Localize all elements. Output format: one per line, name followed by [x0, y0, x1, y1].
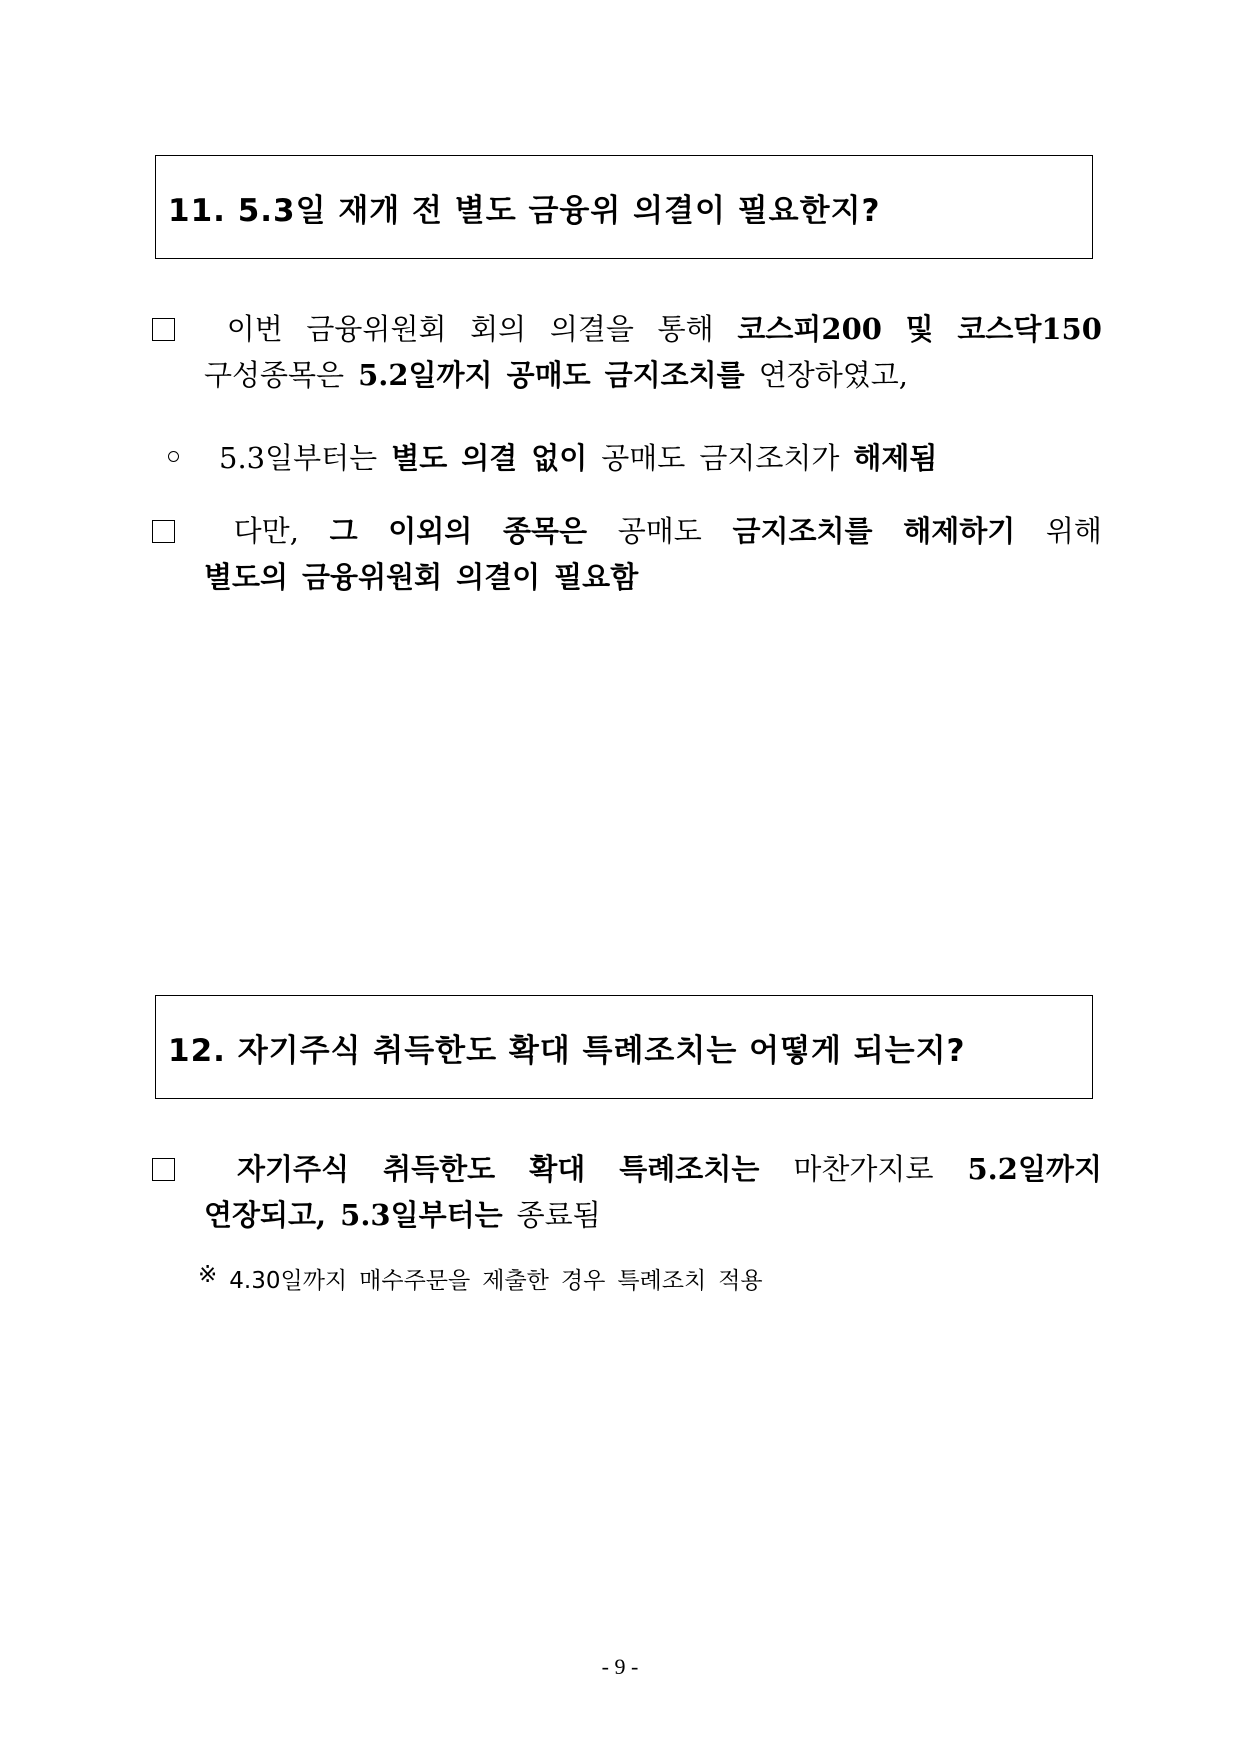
- word: 5.3일부터는: [340, 1198, 503, 1232]
- word: 코스피200: [737, 312, 882, 346]
- q12-note: [198, 1262, 763, 1295]
- word: 별도: [391, 441, 448, 475]
- question-12-box: [155, 995, 1093, 1099]
- word: 경우: [560, 1268, 606, 1294]
- word: 특례조치는: [619, 1152, 760, 1186]
- square-bullet-icon: [152, 520, 175, 543]
- word: 없이: [531, 441, 588, 475]
- word: 및: [905, 312, 934, 346]
- word: 필요함: [554, 560, 639, 594]
- question-11-title: 11. 5.3일 재개 전 별도 금융위 의결이 필요한지?: [168, 192, 881, 229]
- q11-paragraph-1: [152, 306, 1102, 398]
- question-11-box: [155, 155, 1093, 259]
- word: 별도의: [204, 560, 289, 594]
- word: 제출한: [482, 1268, 549, 1294]
- word: 종료됨: [516, 1198, 601, 1232]
- word: 공매도: [506, 358, 591, 392]
- word: 특례조치: [617, 1268, 707, 1294]
- square-bullet-icon: [152, 1158, 175, 1181]
- q11-sub-item: [168, 436, 937, 477]
- word: 5.3일부터는: [219, 441, 378, 475]
- word: 자기주식: [237, 1152, 350, 1186]
- word: 통해: [657, 312, 714, 346]
- word: 다만,: [233, 514, 299, 548]
- word: 취득한도: [383, 1152, 496, 1186]
- word: 확대: [529, 1152, 586, 1186]
- word: 5.2일까지: [358, 358, 493, 392]
- word: 금지조치를: [732, 514, 873, 548]
- word: 해제됨: [853, 441, 938, 475]
- q11-paragraph-2: [152, 508, 1102, 600]
- page-number: - 9 -: [601, 1654, 639, 1679]
- word: 의결을: [549, 312, 634, 346]
- circle-bullet-icon: [168, 451, 179, 462]
- word: 코스닥150: [957, 312, 1102, 346]
- word: 종목은: [503, 514, 588, 548]
- word: 4.30일까지: [229, 1268, 348, 1294]
- word: 연장되고,: [204, 1198, 327, 1232]
- word: 의결: [461, 441, 518, 475]
- word: 이외의: [388, 514, 473, 548]
- word: 마찬가지로: [793, 1152, 934, 1186]
- note-mark: ※: [198, 1262, 218, 1288]
- word: 그: [329, 514, 358, 548]
- word: 매수주문을: [359, 1268, 471, 1294]
- word: 해제하기: [903, 514, 1016, 548]
- word: 공매도: [601, 441, 686, 475]
- word: 금융위원회: [306, 312, 447, 346]
- word: 적용: [718, 1268, 763, 1294]
- question-12-title: 12. 자기주식 취득한도 확대 특례조치는 어떻게 되는지?: [168, 1032, 966, 1069]
- word: 의결이: [456, 560, 541, 594]
- word: 위해: [1045, 514, 1102, 548]
- word: 금융위원회: [302, 560, 443, 594]
- word: 금지조치가: [699, 441, 840, 475]
- word: 5.2일까지: [967, 1152, 1102, 1186]
- word: 구성종목은: [204, 358, 345, 392]
- word: 공매도: [617, 514, 702, 548]
- q12-paragraph-1: [152, 1146, 1102, 1238]
- word: 금지조치를: [604, 358, 745, 392]
- word: 회의: [470, 312, 527, 346]
- square-bullet-icon: [152, 318, 175, 341]
- word: 연장하였고,: [758, 358, 908, 392]
- word: 이번: [226, 312, 283, 346]
